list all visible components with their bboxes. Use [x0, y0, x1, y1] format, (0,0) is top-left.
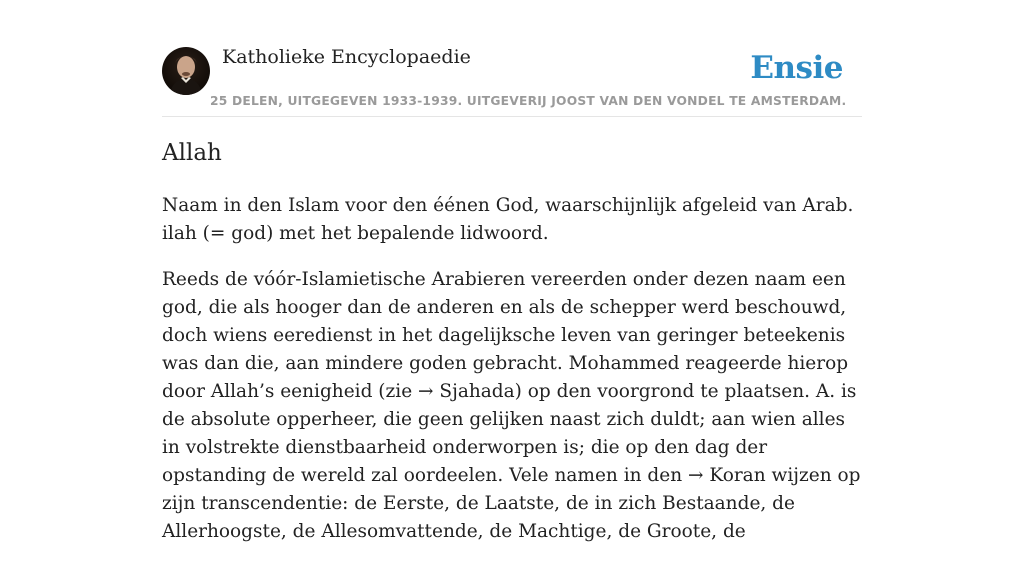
source-title[interactable]: Katholieke Encyclopaedie — [222, 46, 471, 68]
paragraph-description — [162, 266, 862, 546]
paragraph-text: ) op den voorgrond te plaatsen. A. is de absolute opperheer, die geen gelijken naast zich duldt; aan wien alles in volstrekte dienstbaarheid onderworpen is; die op den dag der opstanding de wereld zal oordeelen. Vele namen in den — [162, 381, 857, 486]
page — [162, 0, 862, 542]
source-subtitle: 25 DELEN, UITGEGEVEN 1933-1939. UITGEVERIJ JOOST VAN DEN VONDEL TE AMSTERDAM. — [210, 94, 847, 108]
entry-title: Allah — [162, 140, 222, 166]
entry-body — [162, 192, 862, 564]
paragraph-text: wijzen op zijn transcendentie: de Eerste, de Laatste, de in zich Bestaande, de Allerhoogste, de Allesomvattende, de Machtige, de Groote, de — [162, 465, 861, 542]
header — [162, 0, 862, 117]
paragraph-definition: Naam in den Islam voor den éénen God, waarschijnlijk afgeleid van Arab. ilah (= god) met het bepalende lidwoord. — [162, 195, 854, 244]
paragraph-text: Reeds de vóór-Islamietische Arabieren vereerden onder dezen naam een god, die als hooger dan de anderen en als de schepper werd beschouwd, doch wiens eeredienst in het dagelijksche leven van geringer beteekenis was dan die, aan mindere goden gebracht. Mohammed reageerde hierop door Allah’s eenigheid (zie — [162, 269, 849, 402]
link-koran[interactable]: → Koran — [688, 465, 766, 486]
portrait-avatar-icon[interactable] — [162, 47, 210, 95]
ensie-logo[interactable]: Ensie — [750, 50, 843, 86]
link-sjahada[interactable]: → Sjahada — [418, 381, 515, 402]
